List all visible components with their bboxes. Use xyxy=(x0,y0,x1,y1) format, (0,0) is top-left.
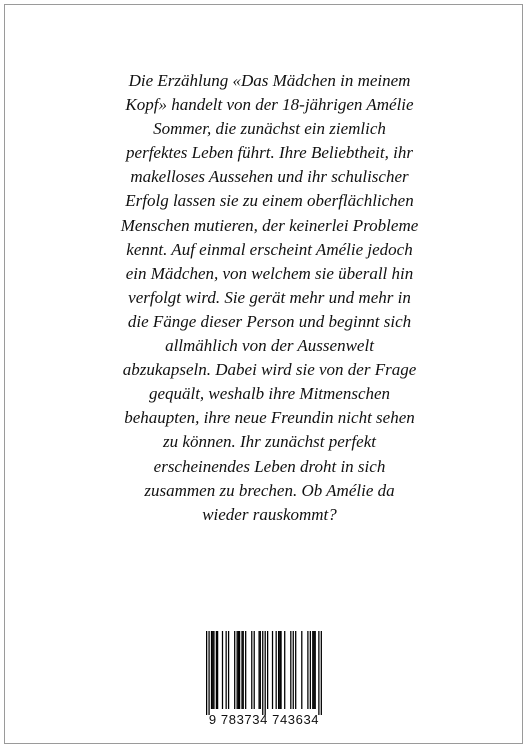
barcode-bar xyxy=(310,631,311,709)
barcode-bar xyxy=(226,631,227,709)
blurb-line: abzukapseln. Dabei wird sie von der Frage xyxy=(122,360,417,380)
blurb-line: erscheinendes Leben droht in sich xyxy=(153,456,386,476)
barcode-bar xyxy=(243,631,244,709)
blurb-line: die Fänge dieser Person und beginnt sich xyxy=(127,311,412,331)
blurb-line: makelloses Aussehen und ihr schulischer xyxy=(130,167,409,187)
barcode-bar xyxy=(276,631,277,709)
blurb-line: wieder rauskommt? xyxy=(202,504,337,524)
barcode-bar xyxy=(258,631,259,709)
barcode-bar xyxy=(284,631,285,709)
barcode-bar xyxy=(267,631,268,709)
barcode-bar xyxy=(290,631,291,709)
barcode-bar xyxy=(208,631,209,715)
barcode-bar xyxy=(238,631,239,709)
barcode-bar xyxy=(234,631,235,709)
barcode-bar xyxy=(265,631,266,715)
blurb-line: Sommer, die zunächst ein ziemlich xyxy=(153,119,386,139)
blurb-line: Die Erzählung «Das Mädchen in meinem xyxy=(128,71,411,90)
barcode-bar xyxy=(254,631,255,709)
barcode-bar xyxy=(272,631,273,709)
blurb-line: ein Mädchen, von welchem sie überall hin xyxy=(125,263,414,283)
barcode-bar xyxy=(279,631,280,709)
barcode-bar xyxy=(260,631,261,709)
isbn-barcode xyxy=(195,627,333,733)
blurb-line: zusammen zu brechen. Ob Amélie da xyxy=(144,480,395,500)
barcode-bar xyxy=(262,631,263,715)
back-cover-blurb xyxy=(67,69,472,527)
barcode-bar xyxy=(318,631,319,715)
barcode-bar xyxy=(239,631,240,709)
barcode-bar xyxy=(278,631,279,709)
barcode-bar xyxy=(295,631,296,709)
blurb-line: gequält, weshalb ihre Mitmenschen xyxy=(148,384,391,404)
barcode-bar xyxy=(301,631,302,709)
barcode-bar xyxy=(280,631,281,709)
barcode-bar xyxy=(312,631,313,709)
barcode-bar xyxy=(211,631,212,709)
barcode-bar xyxy=(245,631,246,709)
barcode-bar xyxy=(217,631,218,709)
blurb-line: kennt. Auf einmal erscheint Amélie jedoch xyxy=(126,239,413,259)
barcode-bar xyxy=(315,631,316,709)
blurb-line: perfektes Leben führt. Ihre Beliebtheit, ihr xyxy=(126,143,413,163)
barcode-bar xyxy=(293,631,294,709)
blurb-line: verfolgt wird. Sie gerät mehr und mehr in xyxy=(128,287,411,307)
blurb-line: zu können. Ihr zunächst perfekt xyxy=(163,432,376,452)
barcode-bar xyxy=(206,631,207,715)
blurb-line: Menschen mutieren, der keinerlei Probleme xyxy=(120,215,419,235)
barcode-bar xyxy=(237,631,238,709)
barcode-bar xyxy=(251,631,252,709)
barcode-bar xyxy=(212,631,213,709)
isbn-number: 9 783734 743634 xyxy=(208,712,320,727)
barcode-bar xyxy=(216,631,217,709)
blurb-line: Erfolg lassen sie zu einem oberflächlichen xyxy=(125,191,414,211)
barcode-bar xyxy=(213,631,214,709)
barcode-bar xyxy=(228,631,229,709)
barcode-bar xyxy=(313,631,314,709)
blurb-line: allmählich von der Aussenwelt xyxy=(165,336,374,356)
blurb-line: Kopf» handelt von der 18-jährigen Amélie xyxy=(125,95,414,115)
blurb-line: behaupten, ihre neue Freundin nicht sehen xyxy=(124,408,415,428)
barcode-bar xyxy=(321,631,322,715)
barcode-bar xyxy=(241,631,242,709)
barcode-bar xyxy=(222,631,223,709)
barcode-bar xyxy=(307,631,308,709)
